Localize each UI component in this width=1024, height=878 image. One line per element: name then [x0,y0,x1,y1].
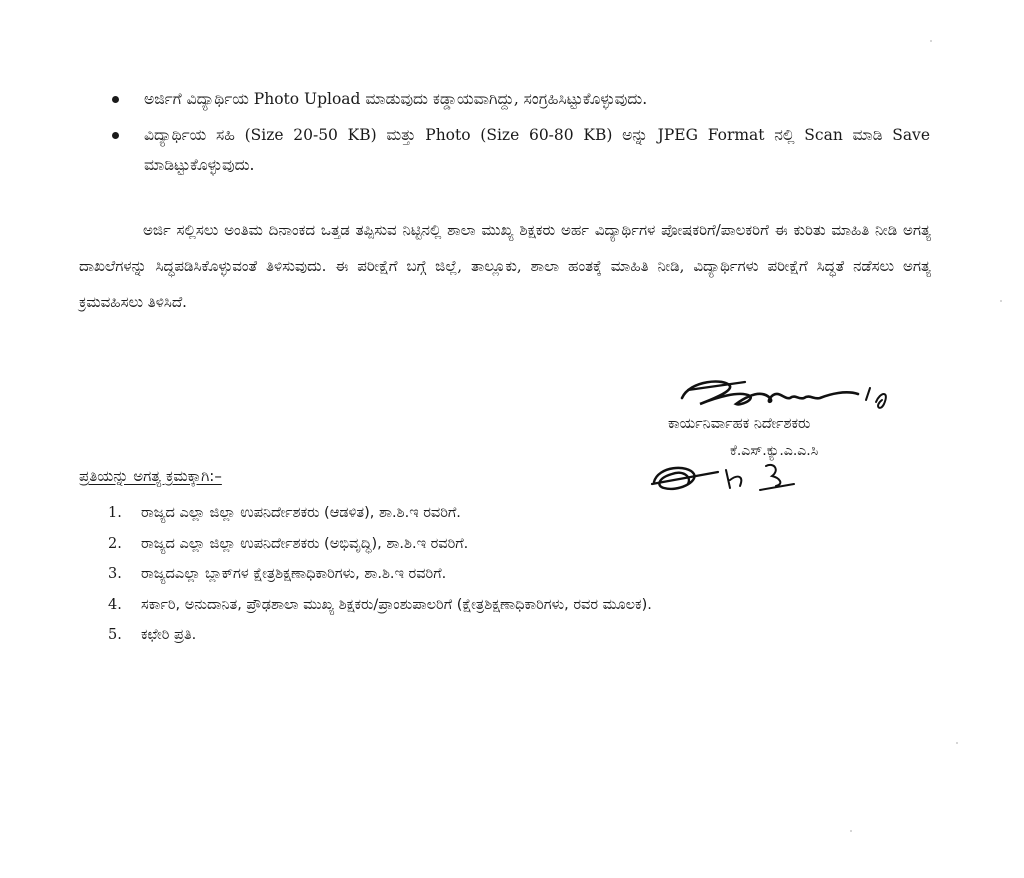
scan-speck [1000,300,1002,302]
list-item-text: ರಾಜ್ಯದ ಎಲ್ಲಾ ಜಿಲ್ಲಾ ಉಪನಿರ್ದೇಶಕರು (ಅಭಿವೃದ್ಧಿ), ಶಾ.ಶಿ.ಇ ರವರಿಗೆ. [141,535,469,552]
bullet-item [110,120,930,180]
copy-to-heading: ಪ್ರತಿಯನ್ನು ಅಗತ್ಯ ಕ್ರಮಕ್ಕಾಗಿ:– [79,467,222,485]
list-item-text: ರಾಜ್ಯದ ಎಲ್ಲಾ ಜಿಲ್ಲಾ ಉಪನಿರ್ದೇಶಕರು (ಆಡಳಿತ), ಶಾ.ಶಿ.ಇ ರವರಿಗೆ. [141,505,461,521]
list-item-text: ರಾಜ್ಯದಎಲ್ಲಾ ಬ್ಲಾಕ್‌ಗಳ ಕ್ಷೇತ್ರಶಿಕ್ಷಣಾಧಿಕಾರಿಗಳು, ಶಾ.ಶಿ.ಇ ರವರಿಗೆ. [141,566,447,582]
copy-to-list [108,498,948,651]
list-item [108,529,948,560]
list-item-number: 1. [108,505,122,521]
list-item [108,620,948,651]
list-item-number: 2. [108,535,122,552]
list-item-text: ಕಛೇರಿ ಪ್ರತಿ. [141,627,197,643]
list-item-number: 4. [108,596,122,613]
signatory-title: ಕಾರ್ಯನಿರ್ವಾಹಕ ನಿರ್ದೇಶಕರು [668,416,811,432]
signatory-organization: ಕೆ.ಎಸ್.ಕ್ಯು.ಎ.ಎ.ಸಿ [730,443,819,459]
list-item-number: 3. [108,566,122,582]
scan-speck [956,742,958,744]
signature-image [670,370,910,420]
initials-image [648,452,798,502]
bullet-item [110,84,930,114]
list-item [108,559,948,590]
list-item [108,590,948,621]
scan-speck [930,40,932,42]
bullet-text: ಅರ್ಜಿಗೆ ವಿದ್ಯಾರ್ಥಿಯ Photo Upload ಮಾಡುವುದು ಕಡ್ಡಾಯವಾಗಿದ್ದು, ಸಂಗ್ರಹಿಸಿಟ್ಟುಕೊಳ್ಳುವುದು. [144,90,648,108]
body-paragraph-text: ಅರ್ಜಿ ಸಲ್ಲಿಸಲು ಅಂತಿಮ ದಿನಾಂಕದ ಒತ್ತಡ ತಪ್ಪಿಸುವ ನಿಟ್ಟಿನಲ್ಲಿ ಶಾಲಾ ಮುಖ್ಯ ಶಿಕ್ಷಕರು ಅರ್ಹ ವಿದ್ಯಾರ್ಥಿಗಳ ಪೋಷಕರಿಗೆ/ಪಾಲಕರಿಗೆ ಈ ಕುರಿತು ಮಾಹಿತಿ ನೀಡಿ ಅಗತ್ಯ ದಾಖಲೆಗಳನ್ನು ಸಿದ್ಧಪಡಿಸಿಕೊಳ್ಳುವಂತೆ ತಿಳಿಸುವುದು. ಈ ಪರೀಕ್ಷೆಗೆ ಬಗ್ಗೆ ಜಿಲ್ಲೆ, ತಾಲ್ಲೂಕು, ಶಾಲಾ ಹಂತಕ್ಕೆ ಮಾಹಿತಿ ನೀಡಿ, ವಿದ್ಯಾರ್ಥಿಗಳು ಪರೀಕ್ಷೆಗೆ ಸಿದ್ಧತೆ ನಡೆಸಲು ಅಗತ್ಯ ಕ್ರಮವಹಿಸಲು ತಿಳಿಸಿದೆ. [79,221,932,311]
body-paragraph [79,212,931,320]
list-item-text: ಸರ್ಕಾರಿ, ಅನುದಾನಿತ, ಪ್ರೌಢಶಾಲಾ ಮುಖ್ಯ ಶಿಕ್ಷಕರು/ಪ್ರಾಂಶುಪಾಲರಿಗೆ (ಕ್ಷೇತ್ರಶಿಕ್ಷಣಾಧಿಕಾರಿಗಳು, ರವರ ಮೂಲಕ). [141,596,652,613]
bullet-text: ವಿದ್ಯಾರ್ಥಿಯ ಸಹಿ (Size 20-50 KB) ಮತ್ತು Photo (Size 60-80 KB) ಅನ್ನು JPEG Format ನಲ್ಲಿ Scan ಮಾಡಿ Save ಮಾಡಿಟ್ಟುಕೊಳ್ಳುವುದು. [144,126,930,174]
list-item-number: 5. [108,627,122,643]
instruction-bullets [110,84,930,186]
bullet-dot-icon [112,132,119,139]
list-item [108,498,948,529]
bullet-dot-icon [112,96,119,103]
scan-speck [850,830,852,832]
